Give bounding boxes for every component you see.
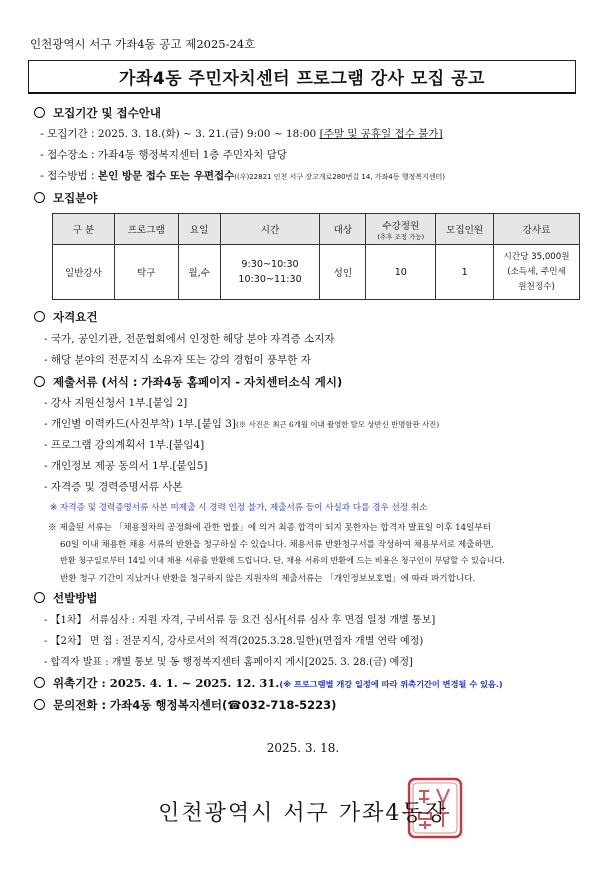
page-title: 가좌4동 주민자치센터 프로그램 강사 모집 공고 bbox=[119, 69, 485, 89]
header-cell: 수강정원 (추후 조정 가능) bbox=[366, 214, 436, 245]
notice-date: 2025. 3. 18. bbox=[266, 741, 340, 755]
header-cell: 구 분 bbox=[53, 214, 115, 245]
title-box bbox=[28, 60, 576, 94]
circle-bullet-icon bbox=[34, 677, 45, 688]
header-cell: 강사료 bbox=[494, 214, 580, 245]
return-note-line: ※ 제출된 서류는 「채용절차의 공정화에 관한 법률」에 의거 최종 합격이 되지 못한자는 합격자 발표일 이후 14일부터 bbox=[48, 523, 491, 533]
header-cell: 모집인원 bbox=[436, 214, 494, 245]
circle-bullet-icon bbox=[34, 311, 45, 322]
return-note-line: 반환 청구일로부터 14일 이내 채용 서류를 반환해 드립니다. 단, 채용 서류의 반환에 드는 비용은 청구인이 부담할 수 있습니다. bbox=[60, 555, 505, 565]
qualification-item: - 국가, 공인기관, 전문협회에서 인정한 해당 분야 자격증 소지자 bbox=[44, 333, 335, 345]
cell-fee: 시간당 35,000원 (소득세, 주민세 원천징수) bbox=[494, 245, 580, 300]
header-cell: 요일 bbox=[178, 214, 220, 245]
period-line: - 모집기간 : 2025. 3. 18.(화) ~ 3. 21.(금) 9:00 ~ 18:00 [주말 및 공휴일 접수 불가] bbox=[40, 128, 443, 140]
fields-table bbox=[52, 213, 580, 300]
table-header-row bbox=[53, 214, 580, 245]
documents-warning: ※ 자격증 및 경력증명서류 사본 미제출 시 경력 인정 불가, 제출서류 등이 사실과 다를 경우 선정 취소 bbox=[50, 503, 428, 513]
method-line: - 접수방법 : 본인 방문 접수 또는 우편접수((우)22821 인천 서구 장고개로280번길 14, 가좌4동 행정복지센터) bbox=[40, 170, 445, 182]
section-qualifications-heading: 자격요건 bbox=[34, 309, 97, 325]
place-line: - 접수장소 : 가좌4동 행정복지센터 1층 주민자치 담당 bbox=[40, 149, 287, 161]
document-item: - 강사 지원신청서 1부.[붙임 2] bbox=[44, 397, 188, 409]
selection-item: - 【2차】 면 접 : 전문지식, 강사로서의 적격(2025.3.28.일한)(면접자 개별 연락 예정) bbox=[44, 636, 424, 647]
return-note-line: 반환 청구 기간이 지났거나 반환을 청구하지 않은 지원자의 제출서류는 「개인정보보호법」에 따라 파기합니다. bbox=[60, 574, 476, 584]
circle-bullet-icon bbox=[34, 592, 45, 603]
header-cell: 프로그램 bbox=[114, 214, 178, 245]
selection-item: - 【1차】 서류심사 : 지원 자격, 구비서류 등 요건 심사[서류 심사 후 면접 일정 개별 통보] bbox=[44, 615, 436, 626]
cell-category: 일반강사 bbox=[53, 245, 115, 300]
selection-item: - 합격자 발표 : 개별 통보 및 동 행정복지센터 홈페이지 게시[2025. 3. 28.(금) 예정] bbox=[44, 657, 413, 668]
circle-bullet-icon bbox=[34, 376, 45, 387]
circle-bullet-icon bbox=[34, 192, 45, 203]
table-row bbox=[53, 245, 580, 300]
document-item: - 프로그램 강의계획서 1부.[붙임4] bbox=[44, 439, 205, 451]
document-item: - 개인정보 제공 동의서 1부.[붙임5] bbox=[44, 460, 208, 472]
qualification-item: - 해당 분야의 전문지식 소유자 또는 강의 경험이 풍부한 자 bbox=[44, 354, 311, 366]
cell-recruits: 1 bbox=[436, 245, 494, 300]
circle-bullet-icon bbox=[34, 107, 45, 118]
section-term-heading: 위촉기간 : 2025. 4. 1. ~ 2025. 12. 31.(※ 프로그램별 개강 일정에 따라 위촉기간이 변경될 수 있음.) bbox=[34, 675, 503, 691]
section-selection-heading: 선발방법 bbox=[34, 590, 97, 606]
section-contact-heading: 문의전화 : 가좌4동 행정복지센터(☎032-718-5223) bbox=[34, 697, 336, 713]
doc-number: 인천광역시 서구 가좌4동 공고 제2025-24호 bbox=[30, 37, 256, 51]
section-period-heading: 모집기간 및 접수안내 bbox=[34, 105, 161, 121]
return-note-line: 60일 이내 채용한 채용 서류의 반환을 청구하실 수 있습니다. 채용서류 반환청구서를 작성하여 채용부서로 제출하면, bbox=[60, 540, 494, 550]
cell-time: 9:30~10:30 10:30~11:30 bbox=[220, 245, 320, 300]
document-item: - 자격증 및 경력증명서류 사본 bbox=[44, 481, 183, 493]
header-cell: 대상 bbox=[320, 214, 366, 245]
document-item: - 개인별 이력카드(사진부착) 1부.[붙임 3](※ 사진은 최근 6개월 이내 촬영한 탈모 상반신 반명함판 사진) bbox=[44, 418, 440, 430]
circle-bullet-icon bbox=[34, 699, 45, 710]
issuer-name: 인천광역시 서구 가좌4동장 bbox=[158, 801, 448, 826]
section-documents-heading: 제출서류 (서식 : 가좌4동 홈페이지 - 자치센터소식 게시) bbox=[34, 374, 342, 390]
section-fields-heading: 모집분야 bbox=[34, 190, 97, 206]
cell-target: 성인 bbox=[320, 245, 366, 300]
cell-program: 탁구 bbox=[114, 245, 178, 300]
cell-days: 월,수 bbox=[178, 245, 220, 300]
cell-capacity: 10 bbox=[366, 245, 436, 300]
header-cell: 시간 bbox=[220, 214, 320, 245]
